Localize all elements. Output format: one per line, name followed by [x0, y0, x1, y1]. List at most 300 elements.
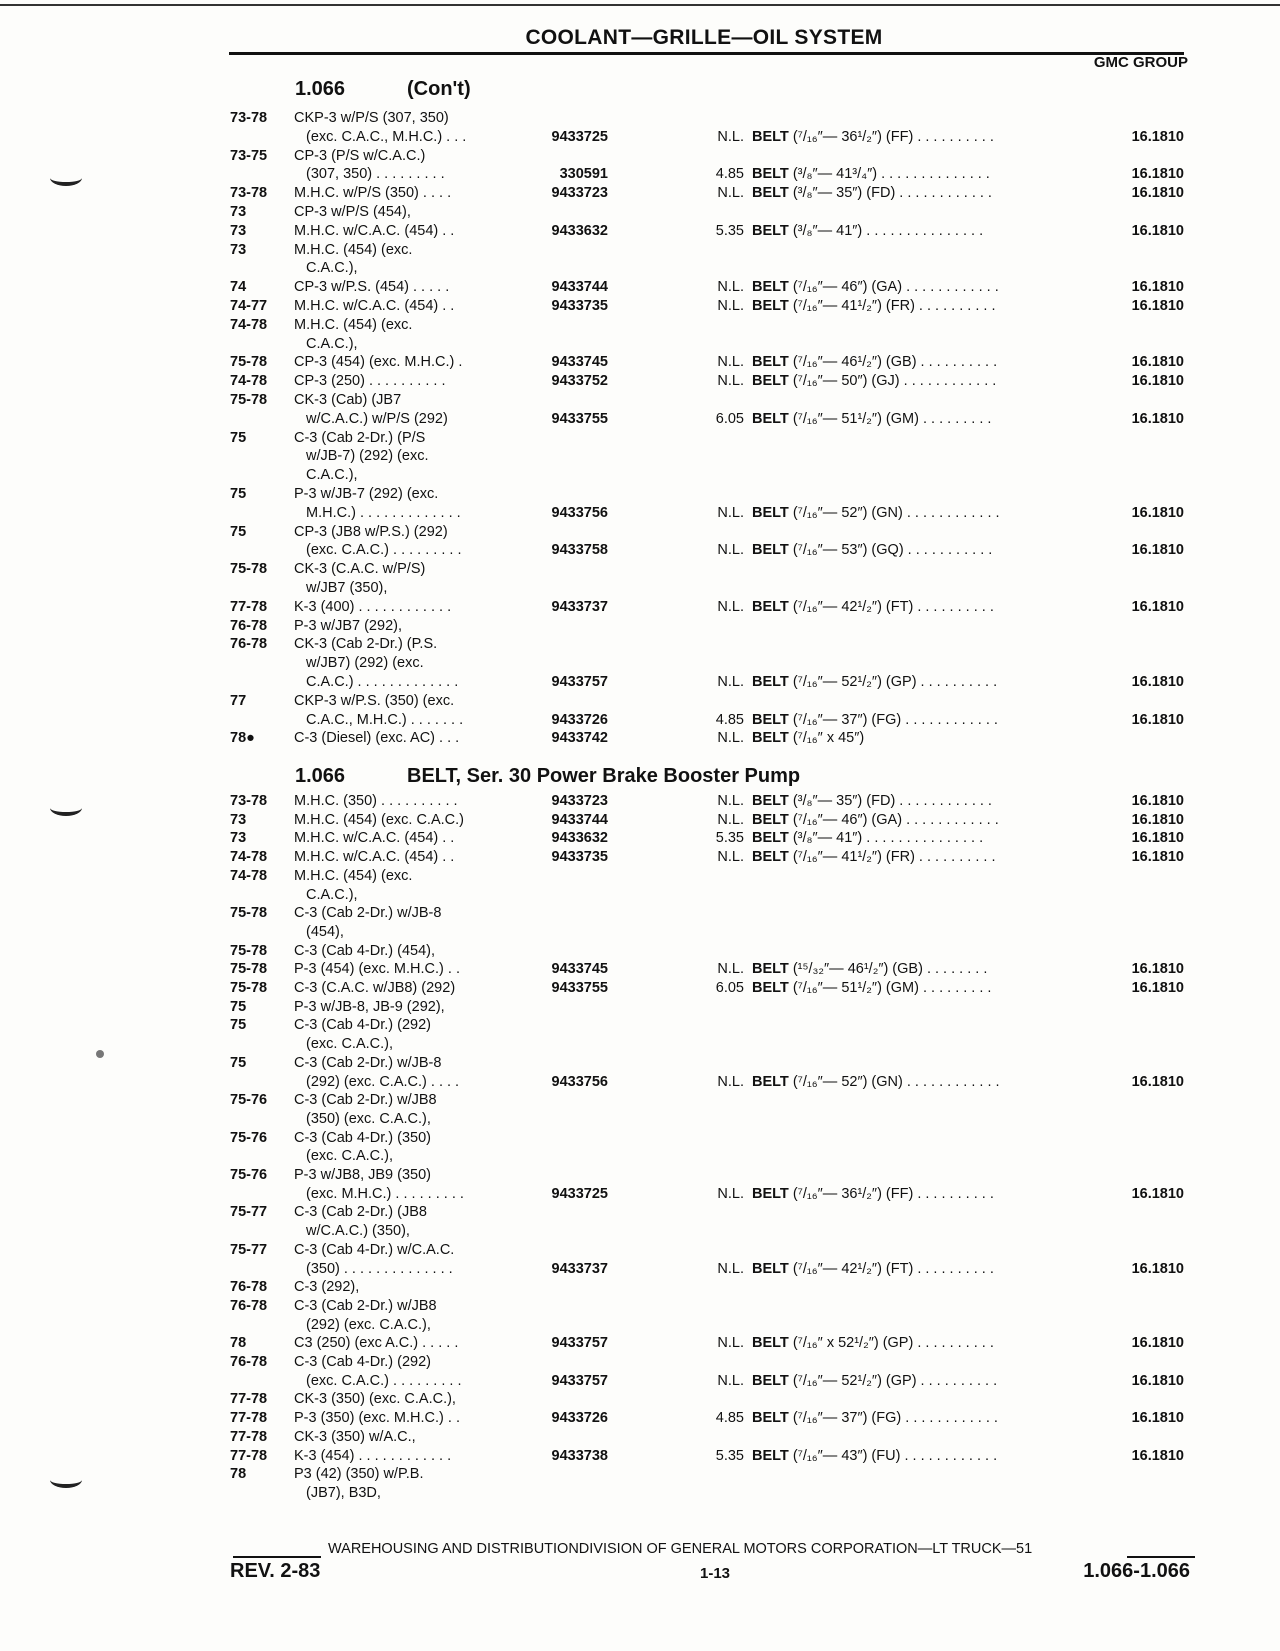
table-row	[0, 353, 1280, 372]
part-number: 9433756	[551, 504, 608, 521]
list-price: N.L.	[717, 1073, 744, 1090]
belt-size: (⁷/₁₆″— 42¹/₂″) (FT) . . . . . . . . . .	[792, 1260, 994, 1277]
belt-label: BELT	[752, 674, 789, 690]
group-number: 16.1810	[1131, 961, 1184, 978]
table-row	[0, 541, 1280, 560]
model-application: CP-3 (JB8 w/P.S.) (292)	[294, 523, 448, 540]
belt-size: (⁷/₁₆″— 42¹/₂″) (FT) . . . . . . . . . .	[792, 598, 994, 615]
belt-label: BELT	[752, 354, 789, 371]
model-year: 73	[230, 830, 247, 847]
list-price: 4.85	[715, 711, 744, 728]
table-row	[0, 1260, 1280, 1279]
model-application: M.H.C. w/C.A.C. (454) . .	[294, 298, 455, 314]
table-row	[0, 692, 1280, 711]
table-row	[0, 335, 1280, 354]
model-application: (292) (exc. C.A.C.),	[306, 1316, 431, 1333]
model-application: C.A.C.),	[306, 260, 358, 277]
group-number: 16.1810	[1131, 598, 1184, 615]
footer-rule-left	[233, 1556, 321, 1558]
belt-label: BELT	[752, 298, 789, 314]
part-number: 330591	[559, 166, 608, 183]
table-row	[0, 560, 1280, 579]
model-application: C-3 (Cab 4-Dr.) (454),	[294, 942, 436, 959]
table-row	[0, 297, 1280, 316]
part-number: 9433757	[551, 1335, 608, 1352]
model-year: 77-78	[230, 598, 268, 615]
model-year: 74-78	[230, 849, 268, 866]
model-application: w/C.A.C.) w/P/S (292)	[306, 410, 448, 427]
model-application: M.H.C. w/C.A.C. (454) . .	[294, 222, 455, 239]
group-number: 16.1810	[1131, 373, 1184, 390]
table-row	[0, 1147, 1280, 1166]
belt-size: (³/₈″— 41³/₄″) . . . . . . . . . . . . . .	[792, 166, 990, 183]
model-application: (292) (exc. C.A.C.) . . . .	[306, 1073, 460, 1090]
belt-size: (⁷/₁₆″— 41¹/₂″) (FR) . . . . . . . . . .	[792, 849, 996, 866]
part-description	[752, 278, 999, 297]
table-row	[0, 1166, 1280, 1185]
table-row	[0, 391, 1280, 410]
belt-label: BELT	[752, 811, 789, 828]
belt-label: BELT	[752, 1447, 789, 1464]
belt-label: BELT	[752, 166, 789, 183]
belt-size: (⁷/₁₆″— 51¹/₂″) (GM) . . . . . . . . .	[792, 980, 992, 996]
group-number: 16.1810	[1131, 1260, 1184, 1277]
part-number: 9433725	[551, 128, 608, 145]
model-year: 73	[230, 222, 247, 239]
model-application: (exc. C.A.C.),	[306, 1036, 394, 1053]
belt-size: (⁷/₁₆″— 43″) (FU) . . . . . . . . . . . .	[792, 1447, 998, 1464]
part-description	[752, 598, 994, 617]
model-year: 75-78	[230, 980, 268, 996]
model-application: C-3 (292),	[294, 1279, 360, 1296]
part-number: 9433745	[551, 961, 608, 978]
model-year: 75	[230, 1054, 247, 1071]
belt-label: BELT	[752, 961, 789, 978]
list-price: 6.05	[715, 980, 744, 996]
part-description	[752, 960, 987, 979]
model-application: P-3 w/JB-7 (292) (exc.	[294, 486, 439, 502]
table-row	[0, 128, 1280, 147]
table-row	[0, 410, 1280, 429]
model-year: 77-78	[230, 1410, 268, 1427]
model-application: M.H.C. (454) (exc. C.A.C.)	[294, 811, 464, 828]
model-application: (350) (exc. C.A.C.),	[306, 1110, 431, 1127]
table-row	[0, 711, 1280, 730]
model-application: CK-3 (350) w/A.C.,	[294, 1428, 416, 1445]
belt-size: (⁷/₁₆″— 46¹/₂″) (GB) . . . . . . . . . .	[792, 354, 998, 371]
part-number: 9433737	[551, 598, 608, 615]
part-number: 9433744	[551, 811, 608, 828]
belt-label: BELT	[752, 598, 789, 615]
model-application: C.A.C., M.H.C.) . . . . . . .	[306, 711, 464, 728]
model-application: CK-3 (Cab 2-Dr.) (P.S.	[294, 636, 438, 653]
table-row	[0, 1409, 1280, 1428]
model-year: 73-75	[230, 147, 268, 164]
model-application: (exc. C.A.C.) . . . . . . . . .	[306, 1372, 462, 1389]
belt-label: BELT	[752, 980, 789, 996]
belt-size: (³/₈″— 41″) . . . . . . . . . . . . . . .	[792, 222, 984, 239]
model-application: C3 (250) (exc A.C.) . . . . .	[294, 1335, 459, 1352]
group-number: 16.1810	[1131, 504, 1184, 521]
model-year: 78	[230, 1335, 247, 1352]
table-row	[0, 1278, 1280, 1297]
belt-label: BELT	[752, 730, 789, 747]
model-application: CK-3 (C.A.C. w/P/S)	[294, 561, 426, 578]
model-year: 75	[230, 429, 247, 446]
model-application: (307, 350) . . . . . . . . .	[306, 166, 445, 183]
table-row	[0, 372, 1280, 391]
belt-label: BELT	[752, 185, 789, 202]
model-year: 75-78	[230, 392, 268, 408]
group-number: 16.1810	[1131, 298, 1184, 314]
model-application: (exc. M.H.C.) . . . . . . . . .	[306, 1185, 464, 1202]
list-price: 4.85	[715, 166, 744, 183]
list-price: N.L.	[717, 1335, 744, 1352]
part-number: 9433735	[551, 849, 608, 866]
table-row	[0, 259, 1280, 278]
list-price: N.L.	[717, 1260, 744, 1277]
footer-publisher: WAREHOUSING AND DISTRIBUTIONDIVISION OF GENERAL MOTORS CORPORATION—LT TRUCK—51	[328, 1541, 1033, 1557]
table-row	[0, 523, 1280, 542]
model-year: 73	[230, 241, 247, 258]
belt-size: (³/₈″— 35″) (FD) . . . . . . . . . . . .	[792, 793, 992, 809]
model-year: 75-78	[230, 961, 268, 978]
table-row	[0, 1334, 1280, 1353]
model-application: (exc. C.A.C.),	[306, 1148, 394, 1165]
title-rule	[229, 52, 1184, 55]
model-application: C.A.C.),	[306, 335, 358, 352]
model-application: K-3 (454) . . . . . . . . . . . .	[294, 1447, 452, 1464]
model-year: 76-78	[230, 1354, 268, 1370]
belt-size: (⁷/₁₆″— 51¹/₂″) (GM) . . . . . . . . .	[792, 410, 992, 427]
group-number: 16.1810	[1131, 128, 1184, 145]
table-row	[0, 673, 1280, 692]
part-number: 9433725	[551, 1185, 608, 1202]
section-heading-continued	[295, 78, 471, 101]
footer-rule-right	[1127, 1556, 1195, 1558]
model-application: M.H.C. w/C.A.C. (454) . .	[294, 849, 455, 866]
model-application: P-3 (454) (exc. M.H.C.) . .	[294, 961, 460, 978]
model-application: P-3 w/JB-8, JB-9 (292),	[294, 998, 445, 1015]
part-description	[752, 1260, 994, 1279]
group-number: 16.1810	[1131, 811, 1184, 828]
part-number: 9433632	[551, 222, 608, 239]
part-description	[752, 1334, 994, 1353]
model-application: C-3 (Cab 2-Dr.) w/JB8	[294, 1297, 437, 1314]
list-price: N.L.	[717, 730, 744, 747]
part-description	[752, 848, 995, 867]
section-title: (Con't)	[407, 78, 471, 100]
model-application: CKP-3 w/P.S. (350) (exc.	[294, 692, 455, 709]
table-row	[0, 635, 1280, 654]
table-row	[0, 203, 1280, 222]
model-application: w/JB7 (350),	[306, 580, 388, 596]
model-year: 75	[230, 998, 247, 1015]
model-year: 75-76	[230, 1167, 268, 1183]
table-row	[0, 1185, 1280, 1204]
list-price: 5.35	[715, 830, 744, 847]
part-number: 9433632	[551, 830, 608, 847]
part-description	[752, 979, 991, 998]
model-application: C-3 (Diesel) (exc. AC) . . .	[294, 730, 460, 747]
model-application: C-3 (Cab 2-Dr.) w/JB-8	[294, 1054, 442, 1071]
model-application: P3 (42) (350) w/P.B.	[294, 1466, 424, 1483]
table-row	[0, 1035, 1280, 1054]
list-price: N.L.	[717, 961, 744, 978]
list-price: N.L.	[717, 598, 744, 615]
part-number: 9433745	[551, 354, 608, 371]
belt-size: (⁷/₁₆″— 36¹/₂″) (FF) . . . . . . . . . .	[792, 128, 994, 145]
model-application: CP-3 (454) (exc. M.H.C.) .	[294, 354, 463, 371]
model-application: P-3 w/JB7 (292),	[294, 617, 402, 634]
part-number: 9433758	[551, 542, 608, 559]
model-application: C-3 (Cab 2-Dr.) (JB8	[294, 1204, 427, 1221]
belt-size: (⁷/₁₆″— 52¹/₂″) (GP) . . . . . . . . . .	[792, 674, 998, 690]
scan-top-rule	[0, 4, 1280, 6]
part-number: 9433723	[551, 185, 608, 202]
model-year: 75-77	[230, 1241, 268, 1258]
part-number: 9433735	[551, 298, 608, 314]
belt-label: BELT	[752, 1335, 789, 1352]
table-row	[0, 1110, 1280, 1129]
page-title: COOLANT—GRILLE—OIL SYSTEM	[525, 26, 883, 49]
table-row	[0, 979, 1280, 998]
belt-label: BELT	[752, 1185, 789, 1202]
model-year: 77	[230, 692, 247, 709]
belt-label: BELT	[752, 1410, 789, 1427]
belt-label: BELT	[752, 849, 789, 866]
belt-size: (⁷/₁₆″— 52″) (GN) . . . . . . . . . . . .	[792, 1073, 1000, 1090]
list-price: N.L.	[717, 849, 744, 866]
table-row	[0, 147, 1280, 166]
model-year: 73-78	[230, 793, 268, 809]
part-description	[752, 673, 997, 692]
list-price: 5.35	[715, 222, 744, 239]
model-year: 75	[230, 523, 247, 540]
model-year: 75	[230, 1017, 247, 1034]
model-application: (exc. C.A.C.) . . . . . . . . .	[306, 542, 462, 559]
table-row	[0, 1428, 1280, 1447]
list-price: N.L.	[717, 793, 744, 809]
part-description	[752, 1073, 1000, 1092]
model-year: 78●	[230, 730, 255, 747]
belt-label: BELT	[752, 1260, 789, 1277]
model-year: 75-78	[230, 354, 268, 371]
table-row	[0, 1297, 1280, 1316]
belt-label: BELT	[752, 279, 789, 296]
list-price: N.L.	[717, 504, 744, 521]
model-application: C.A.C.),	[306, 467, 358, 484]
part-description	[752, 353, 997, 372]
model-application: C.A.C.),	[306, 886, 358, 903]
part-number: 9433752	[551, 373, 608, 390]
table-row	[0, 1054, 1280, 1073]
model-application: CP-3 w/P.S. (454) . . . . .	[294, 279, 450, 296]
model-year: 77-78	[230, 1447, 268, 1464]
model-year: 73-78	[230, 110, 268, 126]
group-number: 16.1810	[1131, 222, 1184, 239]
belt-size: (⁷/₁₆″— 36¹/₂″) (FF) . . . . . . . . . .	[792, 1185, 994, 1202]
table-row	[0, 1073, 1280, 1092]
list-price: N.L.	[717, 279, 744, 296]
list-price: 4.85	[715, 1410, 744, 1427]
group-number: 16.1810	[1131, 849, 1184, 866]
table-row	[0, 1091, 1280, 1110]
model-year: 77-78	[230, 1428, 268, 1445]
list-price: N.L.	[717, 373, 744, 390]
group-number: 16.1810	[1131, 354, 1184, 371]
belt-label: BELT	[752, 373, 789, 390]
model-year: 78	[230, 1466, 247, 1483]
model-year: 73	[230, 811, 247, 828]
part-number: 9433738	[551, 1447, 608, 1464]
model-application: CK-3 (Cab) (JB7	[294, 392, 402, 408]
model-application: M.H.C. (350) . . . . . . . . . .	[294, 793, 458, 809]
group-number: 16.1810	[1131, 410, 1184, 427]
table-row	[0, 904, 1280, 923]
belt-label: BELT	[752, 222, 789, 239]
model-application: K-3 (400) . . . . . . . . . . . .	[294, 598, 452, 615]
model-application: M.H.C. w/P/S (350) . . . .	[294, 185, 452, 202]
group-number: 16.1810	[1131, 980, 1184, 996]
model-application: (454),	[306, 923, 344, 940]
list-price: N.L.	[717, 811, 744, 828]
part-number: 9433755	[551, 410, 608, 427]
list-price: N.L.	[717, 674, 744, 690]
table-row	[0, 241, 1280, 260]
model-application: P-3 w/JB8, JB9 (350)	[294, 1167, 431, 1183]
table-row	[0, 1465, 1280, 1484]
belt-size: (¹⁵/₃₂″— 46¹/₂″) (GB) . . . . . . . .	[792, 961, 988, 978]
table-row	[0, 1353, 1280, 1372]
table-row	[0, 998, 1280, 1017]
part-description	[752, 1372, 997, 1391]
model-application: w/JB-7) (292) (exc.	[306, 448, 429, 465]
model-application: C-3 (Cab 4-Dr.) (292)	[294, 1354, 431, 1370]
group-number: 16.1810	[1131, 1185, 1184, 1202]
model-year: 75-78	[230, 942, 268, 959]
list-price: N.L.	[717, 128, 744, 145]
group-number: 16.1810	[1131, 279, 1184, 296]
model-year: 74-78	[230, 867, 268, 884]
model-year: 75-76	[230, 1092, 268, 1109]
table-row	[0, 222, 1280, 241]
list-price: N.L.	[717, 185, 744, 202]
model-application: w/JB7) (292) (exc.	[306, 655, 424, 672]
group-number: 16.1810	[1131, 830, 1184, 847]
model-year: 76-78	[230, 1279, 268, 1296]
table-row	[0, 579, 1280, 598]
table-row	[0, 466, 1280, 485]
table-row	[0, 654, 1280, 673]
table-row	[0, 1316, 1280, 1335]
model-year: 75-78	[230, 905, 268, 922]
table-row	[0, 811, 1280, 830]
part-description	[752, 811, 999, 830]
model-year: 74-77	[230, 298, 268, 314]
table-row	[0, 867, 1280, 886]
part-number: 9433744	[551, 279, 608, 296]
model-application: (exc. C.A.C., M.H.C.) . . .	[306, 128, 467, 145]
belt-size: (⁷/₁₆″— 52″) (GN) . . . . . . . . . . . .	[792, 504, 1000, 521]
model-application: CKP-3 w/P/S (307, 350)	[294, 110, 449, 126]
group-label: GMC GROUP	[1093, 54, 1188, 71]
table-row	[0, 729, 1280, 748]
table-row	[0, 485, 1280, 504]
table-row	[0, 923, 1280, 942]
belt-size: (⁷/₁₆″— 46″) (GA) . . . . . . . . . . . .	[792, 811, 999, 828]
group-number: 16.1810	[1131, 1073, 1184, 1090]
part-number: 9433757	[551, 674, 608, 690]
list-price: 6.05	[715, 410, 744, 427]
model-application: C-3 (Cab 2-Dr.) (P/S	[294, 429, 426, 446]
section-range: 1.066-1.066	[1083, 1560, 1190, 1582]
part-description	[752, 165, 990, 184]
part-description	[752, 711, 998, 730]
group-number: 16.1810	[1131, 1372, 1184, 1389]
model-application: M.H.C.) . . . . . . . . . . . . .	[306, 504, 461, 521]
model-year: 73-78	[230, 185, 268, 202]
group-number: 16.1810	[1131, 674, 1184, 690]
model-application: w/C.A.C.) (350),	[306, 1223, 410, 1240]
belt-size: (⁷/₁₆″— 37″) (FG) . . . . . . . . . . . .	[792, 711, 998, 728]
table-row	[0, 1372, 1280, 1391]
model-application: M.H.C. (454) (exc.	[294, 316, 413, 333]
model-year: 76-78	[230, 1297, 268, 1314]
model-application: CK-3 (350) (exc. C.A.C.),	[294, 1391, 456, 1408]
model-application: C-3 (C.A.C. w/JB8) (292)	[294, 980, 456, 996]
model-application: C-3 (Cab 4-Dr.) (350)	[294, 1129, 431, 1146]
model-application: C.A.C.) . . . . . . . . . . . . .	[306, 674, 459, 690]
part-number: 9433757	[551, 1372, 608, 1389]
model-year: 75-76	[230, 1129, 268, 1146]
part-description	[752, 1409, 998, 1428]
table-row	[0, 278, 1280, 297]
part-description	[752, 1447, 997, 1466]
table-row	[0, 1203, 1280, 1222]
part-number: 9433726	[551, 711, 608, 728]
belt-size: (⁷/₁₆″— 37″) (FG) . . . . . . . . . . . .	[792, 1410, 998, 1427]
part-description	[752, 184, 992, 203]
model-application: P-3 (350) (exc. M.H.C.) . .	[294, 1410, 460, 1427]
table-row	[0, 1016, 1280, 1035]
belt-label: BELT	[752, 542, 789, 559]
section-heading-brake-booster	[295, 765, 800, 788]
table-row	[0, 1390, 1280, 1409]
belt-size: (⁷/₁₆″— 53″) (GQ) . . . . . . . . . . .	[792, 542, 993, 559]
list-price: N.L.	[717, 1185, 744, 1202]
page-number: 1-13	[700, 1565, 731, 1582]
part-number: 9433742	[551, 730, 608, 747]
belt-label: BELT	[752, 711, 789, 728]
group-number: 16.1810	[1131, 793, 1184, 809]
table-row	[0, 504, 1280, 523]
group-number: 16.1810	[1131, 166, 1184, 183]
belt-size: (⁷/₁₆″ x 52¹/₂″) (GP) . . . . . . . . . .	[792, 1335, 994, 1352]
belt-label: BELT	[752, 830, 789, 847]
part-description	[752, 410, 991, 429]
section-number: 1.066	[295, 765, 346, 787]
belt-size: (⁷/₁₆″— 52¹/₂″) (GP) . . . . . . . . . .	[792, 1372, 998, 1389]
belt-size: (³/₈″— 41″) . . . . . . . . . . . . . . .	[792, 830, 984, 847]
group-number: 16.1810	[1131, 542, 1184, 559]
part-description	[752, 829, 983, 848]
belt-label: BELT	[752, 504, 789, 521]
model-year: 74-78	[230, 316, 268, 333]
model-application: C-3 (Cab 4-Dr.) (292)	[294, 1017, 431, 1034]
part-description	[752, 792, 992, 811]
table-row	[0, 109, 1280, 128]
